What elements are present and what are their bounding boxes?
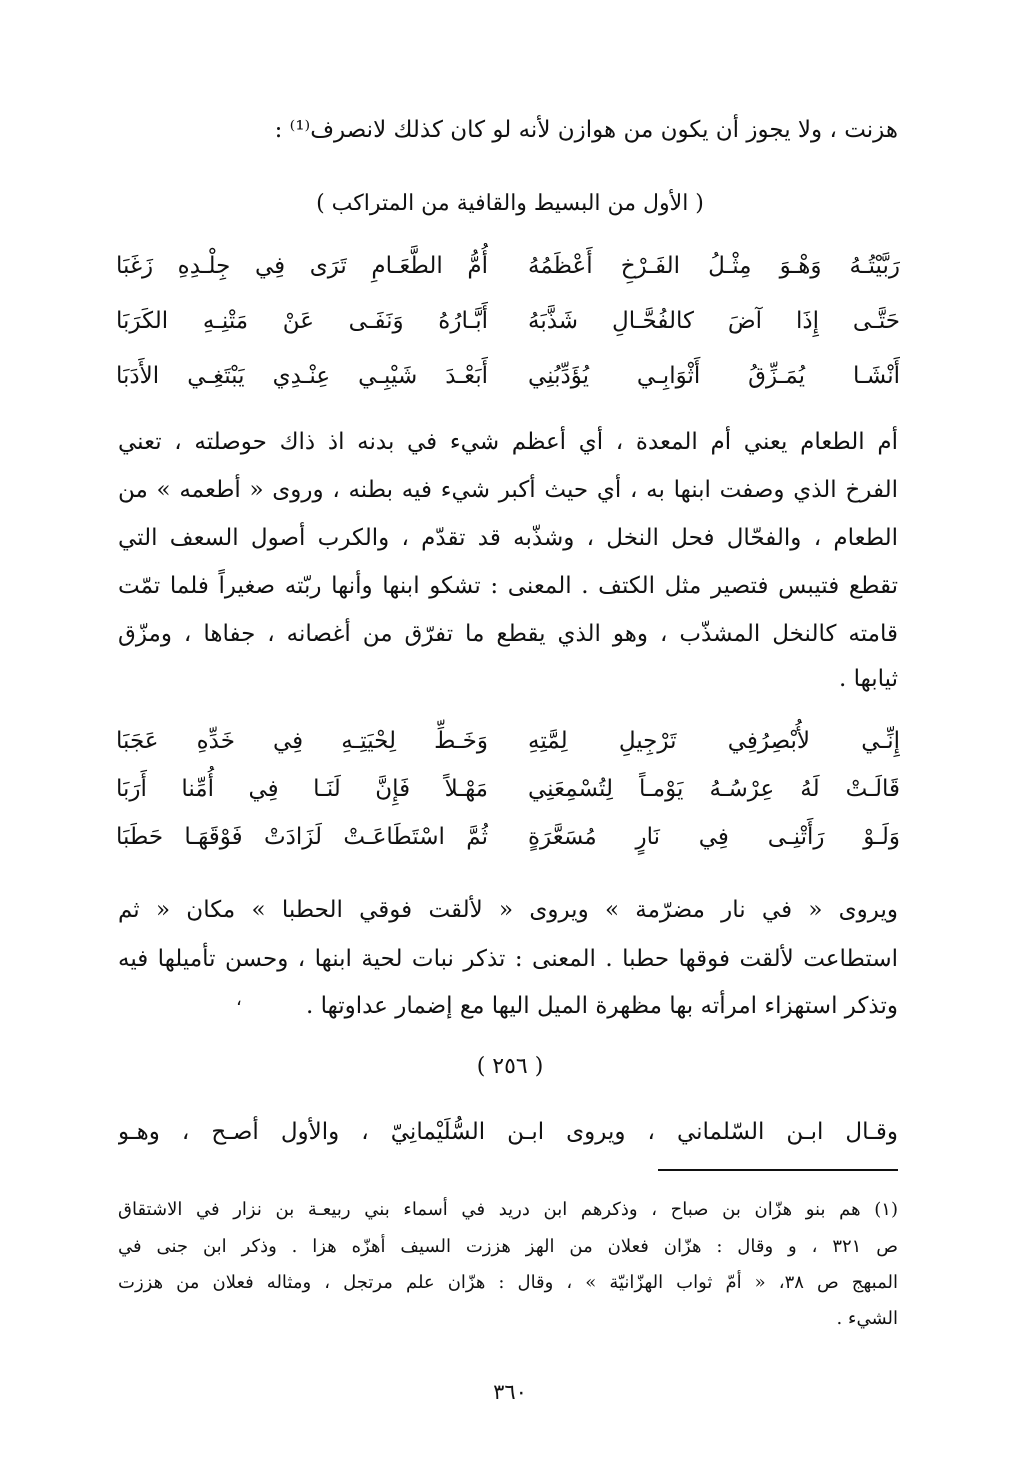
commentary1-line-3: الطعام ، والفحّال فحل النخل ، وشذّبه قد تقدّم ، والكرب أصول السعف التي <box>118 525 898 551</box>
poem2-verse-1 <box>116 718 900 764</box>
poem1-verse-3 <box>116 353 900 399</box>
poem2-verse-3-first-hemistich: وَلَـوْ رَأَتْنِـى فِي نَارٍ مُسَعَّرَةٍ <box>528 824 900 850</box>
entry-number: ( ٢٥٦ ) <box>476 1054 544 1079</box>
commentary2-line-1: ويروى « في نار مضرّمة » ويروى « لألقت فوقي الحطبا » مكان « ثم <box>118 897 898 923</box>
commentary1-line-6: ثيابها . <box>839 666 898 692</box>
poem1-verse-3-second-hemistich: أَبَعْـدَ شَيْبِـي عِنْـدِي يَبْتَغِـي الأَدَبَا <box>116 363 488 389</box>
poem2-verse-1-first-hemistich: إِنِّـي لأُبْصِرُفِي تَرْجِيلِ لِمَّتِهِ <box>528 728 900 754</box>
commentary2-line-3: وتذكر استهزاء امرأته بها مظهرة الميل اليها مع إضمار عداوتها . <box>305 993 898 1019</box>
intro-line: هزنت ، ولا يجوز أن يكون من هوازن لأنه لو كان كذلك لانصرف⁽¹⁾ : <box>274 117 898 143</box>
next-entry-line: وقـال ابـن السّلماني ، ويروى ابـن السُّلَيْمانِيّ ، والأول أصـح ، وهـو <box>118 1119 898 1145</box>
footnote-line-3: المبهج ص ٣٨، « أمّ ثواب الهزّانيّة » ، وقال : هزّان علم مرتجل ، ومثاله فعلان من هززت <box>118 1272 898 1293</box>
poem1-verse-1 <box>116 243 900 289</box>
footnote-line-2: ص ٣٢١ ، و وقال : هزّان فعلان من الهز هززت السيف أهزّه هزا . وذكر ابن جنى في <box>118 1236 898 1257</box>
poem1-verse-2-first-hemistich: حَتَّـى إِذَا آضَ كالفُحَّـالِ شَذَّبَهُ <box>528 308 900 334</box>
poem2-verse-2 <box>116 766 900 812</box>
poem2-verse-2-second-hemistich: مَهْـلاً فَإِنَّ لَنَـا فِي أُمِّنا أَرَبَا <box>116 776 488 802</box>
stray-tick-mark: ، <box>236 989 242 1010</box>
meter-heading: ( الأول من البسيط والقافية من المتراكب ) <box>316 191 704 216</box>
poem2-verse-3-second-hemistich: ثُمَّ اسْتَطَاعَـتْ لَزَادَتْ فَوْقَهَـا حَطَبَا <box>116 824 488 850</box>
poem1-verse-2 <box>116 298 900 344</box>
footnote-line-4: الشيء . <box>836 1308 898 1329</box>
footnote-separator <box>658 1169 898 1171</box>
commentary1-line-5: قامته كالنخل المشذّب ، وهو الذي يقطع ما تفرّق من أغصانه ، جفاها ، ومزّق <box>118 621 898 647</box>
poem2-verse-3 <box>116 814 900 860</box>
poem2-verse-1-second-hemistich: وَخَـطِّ لِحْيَتِـهِ فِي خَدِّهِ عَجَبَا <box>116 728 488 754</box>
poem2-verse-2-first-hemistich: قَالَـتْ لَهُ عِرْسُـهُ يَوْمـاً لِتُسْمِعَنِي <box>528 776 900 802</box>
page-number: ٣٦٠ <box>493 1380 527 1404</box>
poem1-verse-1-first-hemistich: رَبَّيْتُـهُ وَهْـوَ مِثْـلُ الفَـرْخِ أَعْظَمُهُ <box>528 253 900 279</box>
commentary1-line-2: الفرخ الذي وصفت ابنها به ، أي حيث أكبر شيء فيه بطنه ، وروى « أطعمه » من <box>118 477 898 503</box>
commentary2-line-2: استطاعت لألقت فوقها حطبا . المعنى : تذكر نبات لحية ابنها ، وحسن تأميلها فيه <box>118 946 898 972</box>
poem1-verse-2-second-hemistich: أَبَّـارُهُ وَنَفَـى عَنْ مَتْنِـهِ الكَرَبَا <box>116 308 488 334</box>
poem1-verse-3-first-hemistich: أَنْشَـا يُمَـزِّقُ أَثْوَابِـي يُؤَدِّبُنِي <box>528 363 900 389</box>
poem1-verse-1-second-hemistich: أُمُّ الطَّعَـامِ تَرَى فِي جِلْـدِهِ زَغَبَا <box>116 253 488 279</box>
commentary1-line-4: تقطع فتيبس فتصير مثل الكتف . المعنى : تشكو ابنها وأنها ربّته صغيراً فلما تمّت <box>118 573 898 599</box>
commentary1-line-1: أم الطعام يعني أم المعدة ، أي أعظم شيء في بدنه اذ ذاك حوصلته ، تعني <box>118 429 898 455</box>
footnote-line-1: (١) هم بنو هزّان بن صباح ، وذكرهم ابن دريد في أسماء بني ربيعـة بن نزار في الاشتقاق <box>118 1199 898 1220</box>
